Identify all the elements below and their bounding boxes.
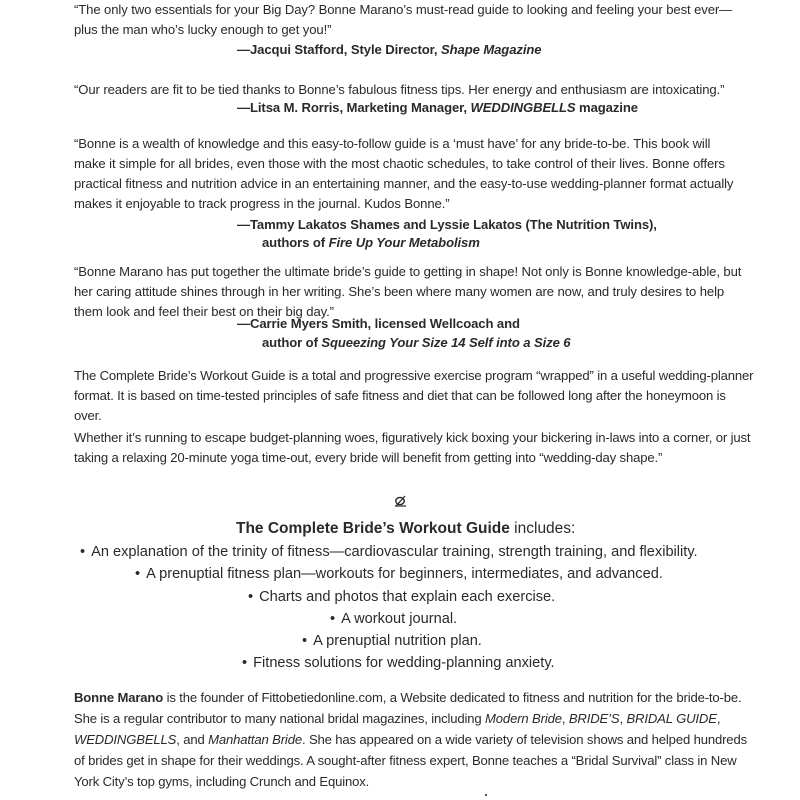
bullet-icon: • (302, 633, 308, 649)
list-item-text: Charts and photos that explain each exercise. (259, 589, 556, 605)
author-bio-text: , (561, 711, 569, 726)
magazine-title: WEDDINGBELLS (74, 732, 177, 747)
list-item-text: A workout journal. (341, 611, 458, 627)
list-item (80, 541, 698, 564)
quote-4-author: —Carrie Myers Smith, licensed Wellcoach and (237, 316, 520, 331)
list-item (302, 630, 482, 653)
description-paragraph-2: Whether it’s running to escape budget-planning woes, figuratively kick boxing your bickering in-laws into a corner, or just taking a relaxing 20-minute yoga time-out, every bride will benefit from getting into “wedding-day shape.” (74, 430, 751, 465)
bullet-icon: • (135, 566, 141, 582)
list-item-text: A prenuptial fitness plan—workouts for beginners, intermediates, and advanced. (146, 566, 663, 582)
author-bio-text: , (716, 711, 721, 726)
magazine-title: Modern Bride (485, 711, 562, 726)
includes-heading-suffix: includes: (509, 520, 576, 537)
quote-2-publication: WEDDINGBELLS (470, 100, 576, 115)
list-item-text: An explanation of the trinity of fitness—cardiovascular training, strength training, and flexibility. (91, 544, 698, 560)
quote-2-publication-suffix: magazine (575, 100, 638, 115)
list-item (135, 563, 663, 586)
bullet-icon: • (330, 611, 336, 627)
quote-3-attribution-line2 (262, 233, 480, 253)
list-item (248, 586, 555, 609)
includes-heading-book-title: The Complete Bride’s Workout Guide (236, 520, 510, 537)
stray-mark-icon (484, 793, 488, 797)
quote-4-book-title: Squeezing Your Size 14 Self into a Size 6 (321, 335, 571, 350)
author-bio (74, 687, 754, 792)
author-bio-text: is the founder of Fittobetiedonline.com, a Website dedicated to fitness and nutrition for the bride-to-be. She is a regular contributor to many national bridal magazines, including (74, 690, 742, 726)
bullet-icon: • (80, 544, 86, 560)
list-item-text: Fitness solutions for wedding-planning anxiety. (253, 655, 555, 671)
list-item (242, 652, 555, 675)
list-item (330, 608, 457, 631)
bullet-icon: • (248, 589, 254, 605)
quote-1-publication: Shape Magazine (440, 42, 542, 57)
description-paragraph-1: The Complete Bride’s Workout Guide is a total and progressive exercise program “wrapped” in a useful wedding-planner format. It is based on time-tested principles of safe fitness and diet that can be followed long after the honeymoon is over. (74, 368, 754, 423)
quote-3-text: “Bonne is a wealth of knowledge and this easy-to-follow guide is a ‘must have’ for any bride-to-be. This book will make it simple for all brides, even those with the most chaotic schedules, to take control of their lives. Bonne offers practical fitness and nutrition advice in an entertaining manner, and the easy-to-use wedding-planner format actually makes it enjoyable to track progress in the journal. Kudos Bonne.” (74, 136, 734, 211)
quote-3-author: —Tammy Lakatos Shames and Lyssie Lakatos (The Nutrition Twins), (237, 217, 657, 232)
magazine-title: BRIDAL GUIDE (626, 711, 717, 726)
bullet-icon: • (242, 655, 248, 671)
quote-3-book-title: Fire Up Your Metabolism (328, 235, 480, 250)
quote-2-author: —Litsa M. Rorris, Marketing Manager, (237, 100, 471, 115)
quote-4-attribution (237, 314, 520, 334)
author-bio-text: . She has appeared on a wide variety of television shows and helped hundreds of brides get in shape for their weddings. A sought-after fitness expert, Bonne teaches a “Bridal Survival” class in New York City’s top gyms, including Crunch and Equinox. (74, 732, 747, 789)
quote-2-attribution (237, 98, 638, 118)
quote-1-attribution (237, 40, 541, 60)
magazine-title: Manhattan Bride (208, 732, 302, 747)
quote-2-text: “Our readers are fit to be tied thanks to Bonne’s fabulous fitness tips. Her energy and enthusiasm are intoxicating.” (74, 82, 725, 97)
quote-4-text: “Bonne Marano has put together the ultimate bride’s guide to getting in shape! Not only is Bonne knowledge-able, but her caring attitude shines through in her writing. She’s been where many women are now, and truly desires to help them look and feel their best on their big day.” (74, 264, 742, 319)
quote-3-attribution (237, 215, 657, 235)
quote-4-attribution-line2 (262, 333, 571, 353)
flourish-ornament-icon (390, 492, 412, 508)
magazine-title: BRIDE’S (568, 711, 620, 726)
quote-3-role: authors of (262, 235, 329, 250)
includes-heading (236, 518, 575, 540)
author-bio-text: , (619, 711, 627, 726)
list-item-text: A prenuptial nutrition plan. (313, 633, 482, 649)
quote-4-role: author of (262, 335, 322, 350)
quote-1-author: —Jacqui Stafford, Style Director, (237, 42, 441, 57)
quote-1-text: “The only two essentials for your Big Day? Bonne Marano’s must-read guide to looking and feeling your best ever—plus the man who’s lucky enough to get you!” (74, 2, 733, 37)
author-name: Bonne Marano (74, 690, 164, 705)
author-bio-text: , and (176, 732, 209, 747)
